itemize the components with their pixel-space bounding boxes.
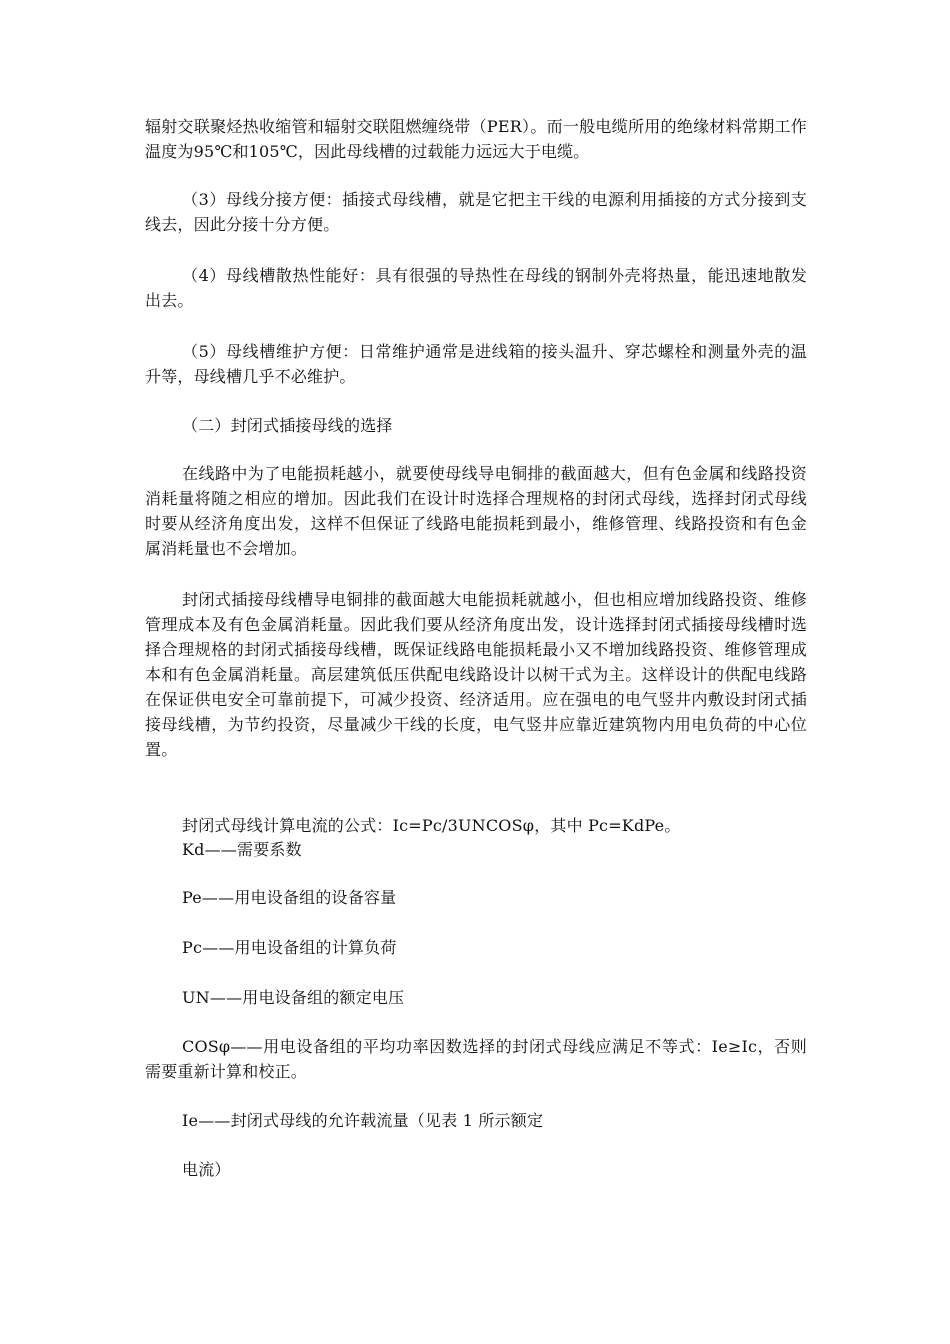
definition-cos-phi: COSφ——用电设备组的平均功率因数选择的封闭式母线应满足不等式：Ie≥Ic，否则需要重新计算和校正。: [145, 1037, 807, 1081]
definition-ie-continued: 电流）: [182, 1160, 231, 1179]
section-heading-selection: （二）封闭式插接母线的选择: [182, 416, 393, 435]
definition-kd: Kd——需要系数: [182, 840, 302, 859]
paragraph-current-formula: 封闭式母线计算电流的公式：Ic=Pc/3UNCOSφ，其中 Pc=KdPe。: [182, 816, 681, 835]
definition-pc: Pc——用电设备组的计算负荷: [182, 938, 397, 957]
paragraph-economic-selection: 封闭式插接母线槽导电铜排的截面越大电能损耗就越小，但也相应增加线路投资、维修管理成本及有色金属消耗量。因此我们要从经济角度出发，设计选择封闭式插接母线槽时选择合理规格的封闭式插接母线槽，既保证线路电能损耗最小又不增加线路投资、维修管理成本和有色金属消耗量。高层建筑低压供配电线路设计以树干式为主。这样设计的供配电线路在保证供电安全可靠前提下，可减少投资、经济适用。应在强电的电气竖井内敷设封闭式插接母线槽，为节约投资，尽量减少干线的长度，电气竖井应靠近建筑物内用电负荷的中心位置。: [145, 590, 807, 759]
paragraph-loss-vs-section: 在线路中为了电能损耗越小，就要使母线导电铜排的截面越大，但有色金属和线路投资消耗量将随之相应的增加。因此我们在设计时选择合理规格的封闭式母线，选择封闭式母线时要从经济角度出发，这样不但保证了线路电能损耗到最小，维修管理、线路投资和有色金属消耗量也不会增加。: [145, 464, 807, 558]
paragraph-heat-dissipation: （4）母线槽散热性能好：具有很强的导热性在母线的钢制外壳将热量，能迅速地散发出去。: [145, 266, 807, 310]
definition-pe: Pe——用电设备组的设备容量: [182, 888, 397, 907]
definition-un: UN——用电设备组的额定电压: [182, 988, 405, 1007]
definition-ie: Ie——封闭式母线的允许载流量（见表 1 所示额定: [182, 1111, 544, 1130]
paragraph-insulation-materials: 辐射交联聚烃热收缩管和辐射交联阻燃缠绕带（PER）。而一般电缆所用的绝缘材料常期工作温度为95℃和105℃，因此母线槽的过载能力远远大于电缆。: [145, 117, 807, 161]
paragraph-maintenance: （5）母线槽维护方便：日常维护通常是进线箱的接头温升、穿芯螺栓和测量外壳的温升等，母线槽几乎不必维护。: [145, 342, 807, 386]
paragraph-tap-convenience: （3）母线分接方便：插接式母线槽，就是它把主干线的电源利用插接的方式分接到支线去，因此分接十分方便。: [145, 190, 807, 234]
